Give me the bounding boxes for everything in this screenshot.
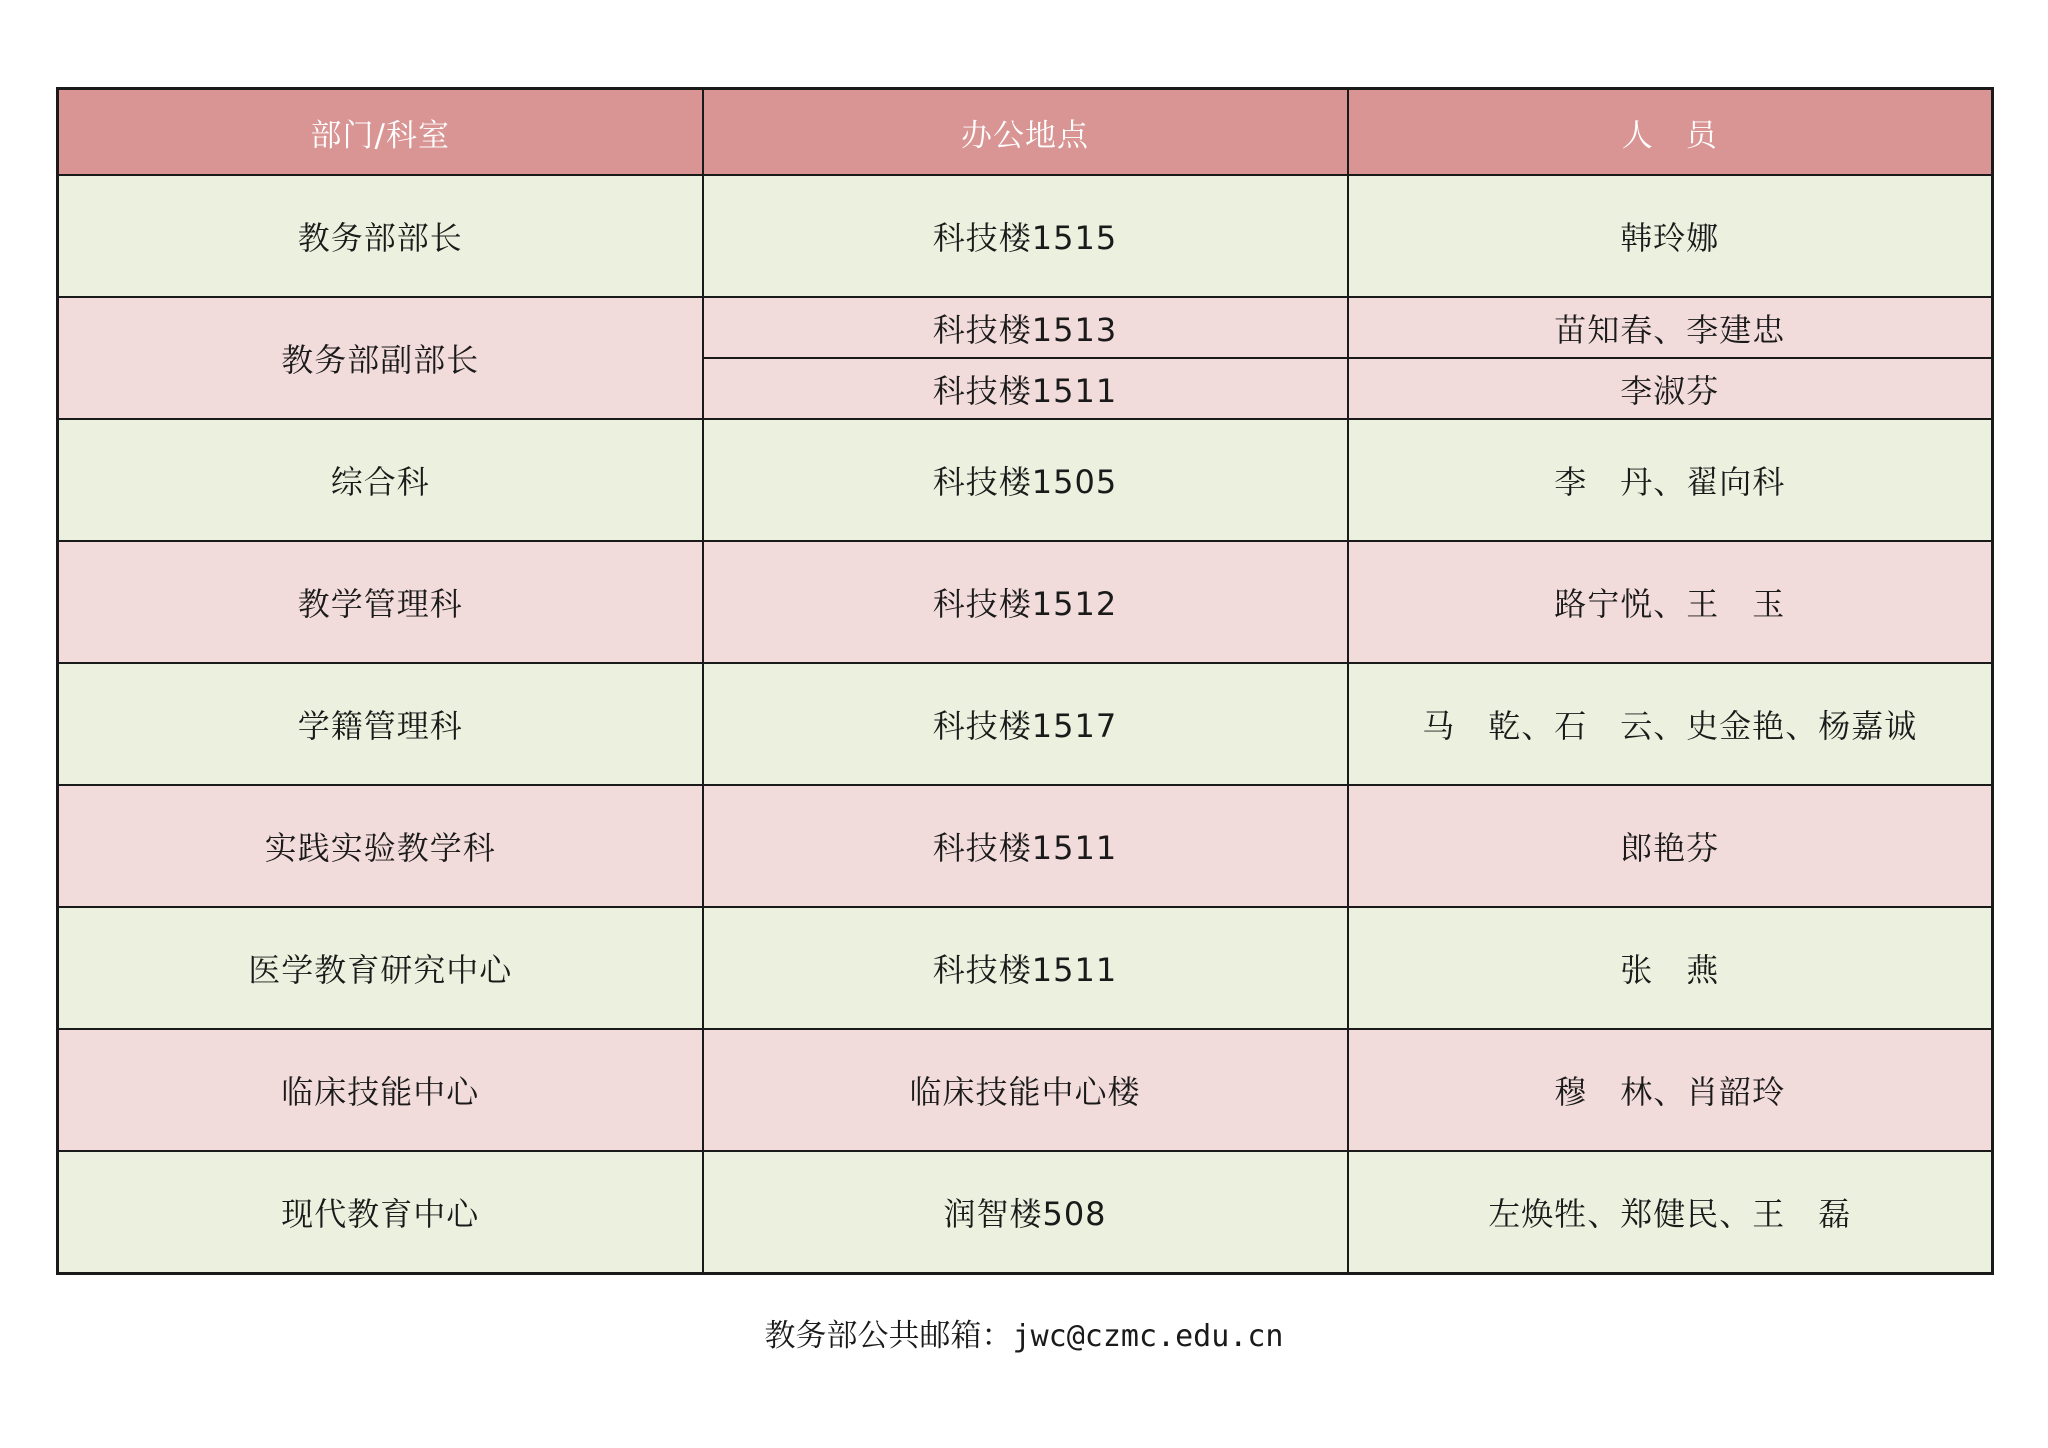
- staff-cell: 张 燕: [1348, 907, 1993, 1029]
- location-cell: 科技楼1511: [703, 358, 1348, 419]
- department-cell: 医学教育研究中心: [58, 907, 703, 1029]
- header-department: 部门/科室: [58, 89, 703, 176]
- email-address[interactable]: jwc@czmc.edu.cn: [1012, 1319, 1284, 1354]
- location-cell: 科技楼1512: [703, 541, 1348, 663]
- location-cell: 科技楼1511: [703, 907, 1348, 1029]
- department-cell: 临床技能中心: [58, 1029, 703, 1151]
- table-row: [58, 1029, 1993, 1151]
- table-row: [58, 541, 1993, 663]
- department-cell: 教务部副部长: [58, 297, 703, 419]
- department-cell: 教务部部长: [58, 175, 703, 297]
- department-directory-table: [56, 87, 1994, 1275]
- location-cell: 科技楼1513: [703, 297, 1348, 358]
- department-cell: 学籍管理科: [58, 663, 703, 785]
- location-cell: 科技楼1515: [703, 175, 1348, 297]
- table-row: [58, 785, 1993, 907]
- header-location: 办公地点: [703, 89, 1348, 176]
- table-row: [58, 663, 1993, 785]
- location-cell: 科技楼1517: [703, 663, 1348, 785]
- location-cell: 润智楼508: [703, 1151, 1348, 1274]
- staff-cell: 苗知春、李建忠: [1348, 297, 1993, 358]
- staff-cell: 韩玲娜: [1348, 175, 1993, 297]
- staff-cell: 李 丹、翟向科: [1348, 419, 1993, 541]
- table-row: [58, 419, 1993, 541]
- department-cell: 教学管理科: [58, 541, 703, 663]
- department-cell: 现代教育中心: [58, 1151, 703, 1274]
- staff-cell: 路宁悦、王 玉: [1348, 541, 1993, 663]
- staff-cell: 郎艳芬: [1348, 785, 1993, 907]
- table-row: [58, 907, 1993, 1029]
- table-row: [58, 297, 1993, 358]
- table-header-row: [58, 89, 1993, 176]
- department-cell: 实践实验教学科: [58, 785, 703, 907]
- table-row: [58, 175, 1993, 297]
- staff-cell: 马 乾、石 云、史金艳、杨嘉诚: [1348, 663, 1993, 785]
- staff-cell: 左焕牲、郑健民、王 磊: [1348, 1151, 1993, 1274]
- header-staff: 人 员: [1348, 89, 1993, 176]
- email-label: 教务部公共邮箱：: [764, 1318, 1013, 1354]
- location-cell: 科技楼1505: [703, 419, 1348, 541]
- department-cell: 综合科: [58, 419, 703, 541]
- public-email-footer: [0, 1310, 2048, 1355]
- table-row: [58, 1151, 1993, 1274]
- location-cell: 科技楼1511: [703, 785, 1348, 907]
- staff-cell: 穆 林、肖韶玲: [1348, 1029, 1993, 1151]
- location-cell: 临床技能中心楼: [703, 1029, 1348, 1151]
- staff-cell: 李淑芬: [1348, 358, 1993, 419]
